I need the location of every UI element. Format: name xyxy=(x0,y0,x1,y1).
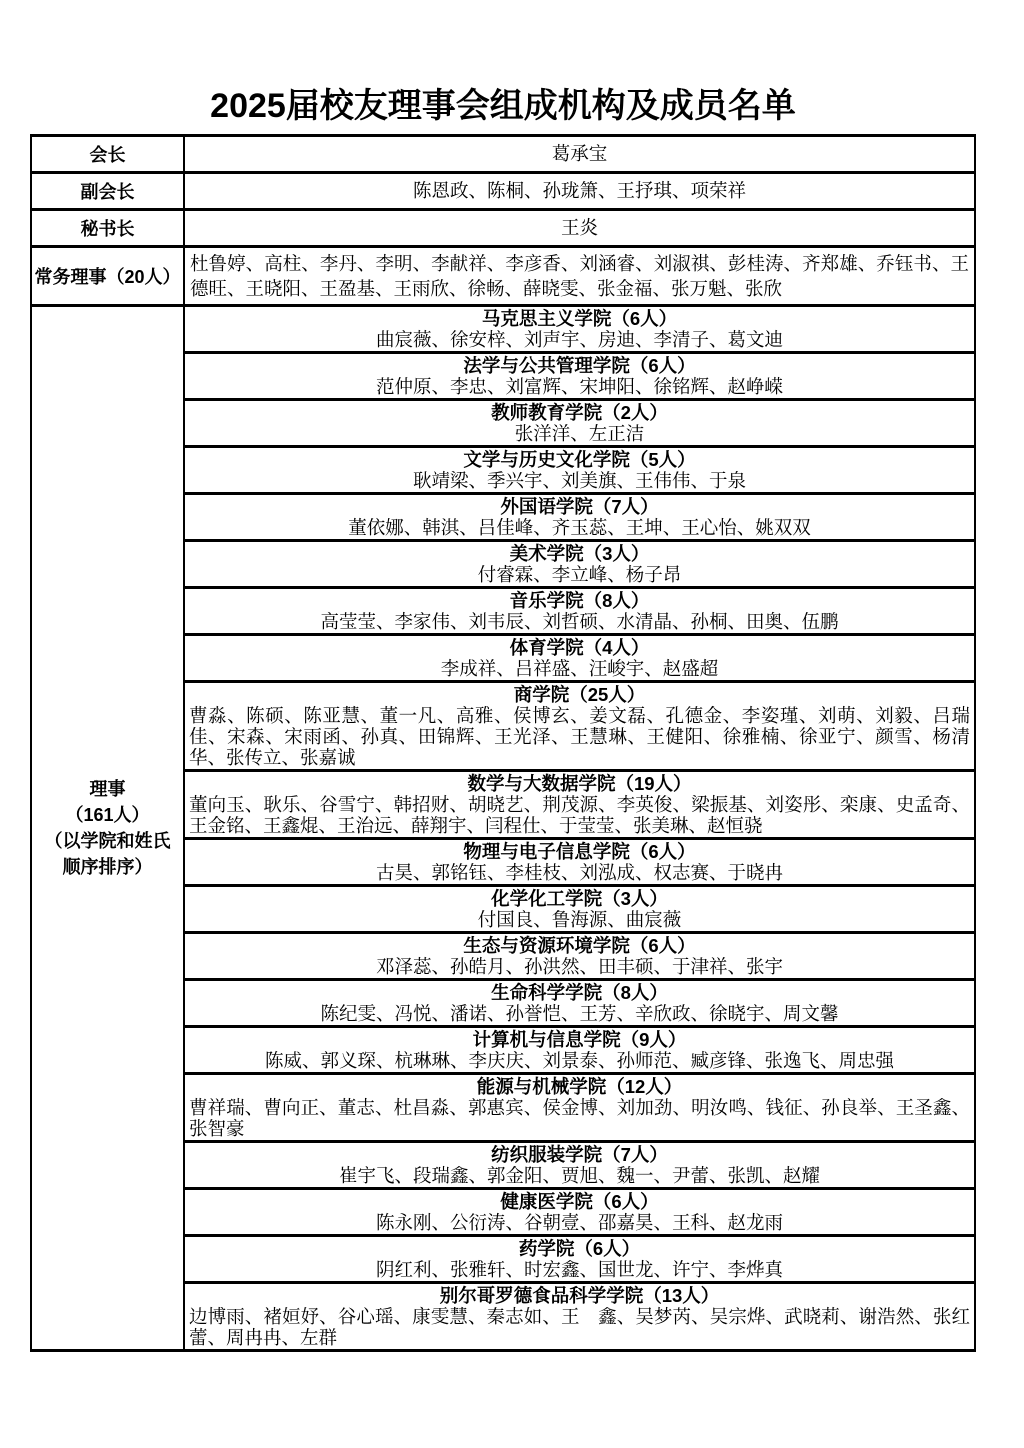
row-executive-directors xyxy=(31,247,975,306)
college-section xyxy=(185,981,974,1028)
college-section xyxy=(185,1028,974,1075)
college-name: 计算机与信息学院（9人） xyxy=(472,1029,687,1050)
college-section xyxy=(185,840,974,887)
college-name: 音乐学院（8人） xyxy=(509,590,650,611)
row-vice-president xyxy=(31,173,975,210)
college-members: 曹祥瑞、曹向正、董志、杜昌淼、郭惠宾、侯金博、刘加劲、明汝鸣、钱征、孙良举、王圣鑫、张智豪 xyxy=(189,1097,970,1139)
college-section xyxy=(185,401,974,448)
directors-label-line-4: 顺序排序） xyxy=(62,857,153,877)
college-name: 美术学院（3人） xyxy=(509,543,650,564)
college-section xyxy=(185,887,974,934)
college-section xyxy=(185,683,974,772)
college-members: 张洋洋、左正洁 xyxy=(514,423,645,444)
college-section xyxy=(185,307,974,354)
college-members: 范仲原、李忠、刘富辉、宋坤阳、徐铭辉、赵峥嵘 xyxy=(375,376,783,397)
secretary-general-value: 王炎 xyxy=(184,210,975,247)
college-members: 付国良、鲁海源、曲宸薇 xyxy=(477,909,682,930)
college-name: 商学院（25人） xyxy=(513,684,646,705)
college-name: 化学化工学院（3人） xyxy=(491,888,668,909)
college-name: 物理与电子信息学院（6人） xyxy=(463,841,696,862)
college-members: 高莹莹、李家伟、刘韦辰、刘哲硕、水清晶、孙桐、田奥、伍鹏 xyxy=(320,611,839,632)
college-name: 纺织服装学院（7人） xyxy=(491,1144,668,1165)
college-section xyxy=(185,1143,974,1190)
colleges-list xyxy=(184,306,975,1351)
college-members: 李成祥、吕祥盛、汪峻宇、赵盛超 xyxy=(440,658,719,679)
executive-directors-value: 杜鲁婷、高柱、李丹、李明、李献祥、李彦香、刘涵睿、刘淑祺、彭桂涛、齐郑雄、乔钰书、王德旺、王晓阳、王盈基、王雨欣、徐畅、薛晓雯、张金福、张万魁、张欣 xyxy=(184,247,975,306)
college-members: 董依娜、韩淇、吕佳峰、齐玉蕊、王坤、王心怡、姚双双 xyxy=(348,517,811,538)
college-section xyxy=(185,1075,974,1143)
college-name: 药学院（6人） xyxy=(518,1238,641,1259)
college-members: 耿靖梁、季兴宇、刘美旗、王伟伟、于泉 xyxy=(412,470,746,491)
college-section xyxy=(185,1190,974,1237)
org-table xyxy=(30,134,976,1352)
page-title: 2025届校友理事会组成机构及成员名单 xyxy=(210,87,796,125)
college-name: 体育学院（4人） xyxy=(509,637,650,658)
college-section xyxy=(185,772,974,840)
college-members: 陈威、郭义琛、杭琳琳、李庆庆、刘景泰、孙师范、臧彦锋、张逸飞、周忠强 xyxy=(264,1050,894,1071)
college-section xyxy=(185,354,974,401)
college-section xyxy=(185,589,974,636)
college-name: 数学与大数据学院（19人） xyxy=(467,773,692,794)
college-name: 马克思主义学院（6人） xyxy=(481,308,678,329)
vice-president-value: 陈恩政、陈桐、孙珑箫、王抒琪、项荣祥 xyxy=(184,173,975,210)
row-secretary-general xyxy=(31,210,975,247)
college-members: 付睿霖、李立峰、杨子昂 xyxy=(477,564,682,585)
directors-label xyxy=(31,306,184,1351)
college-name: 生态与资源环境学院（6人） xyxy=(463,935,696,956)
college-section xyxy=(185,448,974,495)
college-name: 健康医学院（6人） xyxy=(500,1191,659,1212)
college-members: 邓泽蕊、孙皓月、孙洪然、田丰硕、于津祥、张宇 xyxy=(375,956,783,977)
directors-label-line-2: （161人） xyxy=(65,805,150,825)
vice-president-label: 副会长 xyxy=(31,173,184,210)
president-value: 葛承宝 xyxy=(184,136,975,173)
row-president xyxy=(31,136,975,173)
college-name: 别尔哥罗德食品科学学院（13人） xyxy=(439,1285,720,1306)
president-label: 会长 xyxy=(31,136,184,173)
secretary-general-label: 秘书长 xyxy=(31,210,184,247)
college-section xyxy=(185,934,974,981)
college-members: 古昊、郭铭钰、李桂枝、刘泓成、权志赛、于晓冉 xyxy=(375,862,783,883)
college-section xyxy=(185,1284,974,1349)
directors-label-line-1: 理事 xyxy=(89,779,126,799)
college-members: 曹淼、陈硕、陈亚慧、董一凡、高雅、侯博玄、姜文磊、孔德金、李姿瑾、刘萌、刘毅、吕瑞佳、宋森、宋雨函、孙真、田锦辉、王光泽、王慧琳、王健阳、徐雅楠、徐亚宁、颜雪、杨清华、张传立、张嘉诚 xyxy=(189,705,970,768)
row-directors xyxy=(31,306,975,1351)
college-name: 教师教育学院（2人） xyxy=(491,402,668,423)
directors-label-line-3: （以学院和姓氏 xyxy=(44,831,171,851)
college-section xyxy=(185,542,974,589)
college-members: 边博雨、褚姮妤、谷心瑶、康雯慧、秦志如、王 鑫、吴梦芮、吴宗烨、武晓莉、谢浩然、张红蕾、周冉冉、左群 xyxy=(189,1306,970,1348)
college-members: 陈纪雯、冯悦、潘诺、孙誉恺、王芳、辛欣政、徐晓宇、周文馨 xyxy=(320,1003,839,1024)
college-members: 崔宇飞、段瑞鑫、郭金阳、贾旭、魏一、尹蕾、张凯、赵耀 xyxy=(338,1165,820,1186)
college-name: 外国语学院（7人） xyxy=(500,496,659,517)
college-name: 文学与历史文化学院（5人） xyxy=(463,449,696,470)
college-name: 能源与机械学院（12人） xyxy=(476,1076,683,1097)
executive-directors-label: 常务理事（20人） xyxy=(31,247,184,306)
college-name: 法学与公共管理学院（6人） xyxy=(463,355,696,376)
college-section xyxy=(185,1237,974,1284)
college-members: 阴红利、张雅轩、时宏鑫、国世龙、许宁、李烨真 xyxy=(375,1259,783,1280)
college-section xyxy=(185,636,974,683)
college-members: 曲宸薇、徐安梓、刘声宇、房迪、李清子、葛文迪 xyxy=(375,329,783,350)
college-section xyxy=(185,495,974,542)
college-members: 董向玉、耿乐、谷雪宁、韩招财、胡晓艺、荆茂源、李英俊、梁振基、刘姿彤、栾康、史孟奇、王金铭、王鑫焜、王治远、薛翔宇、闫程仕、于莹莹、张美琳、赵恒骁 xyxy=(189,794,970,836)
college-members: 陈永刚、公衍涛、谷朝壹、邵嘉昊、王科、赵龙雨 xyxy=(375,1212,783,1233)
college-name: 生命科学学院（8人） xyxy=(491,982,668,1003)
